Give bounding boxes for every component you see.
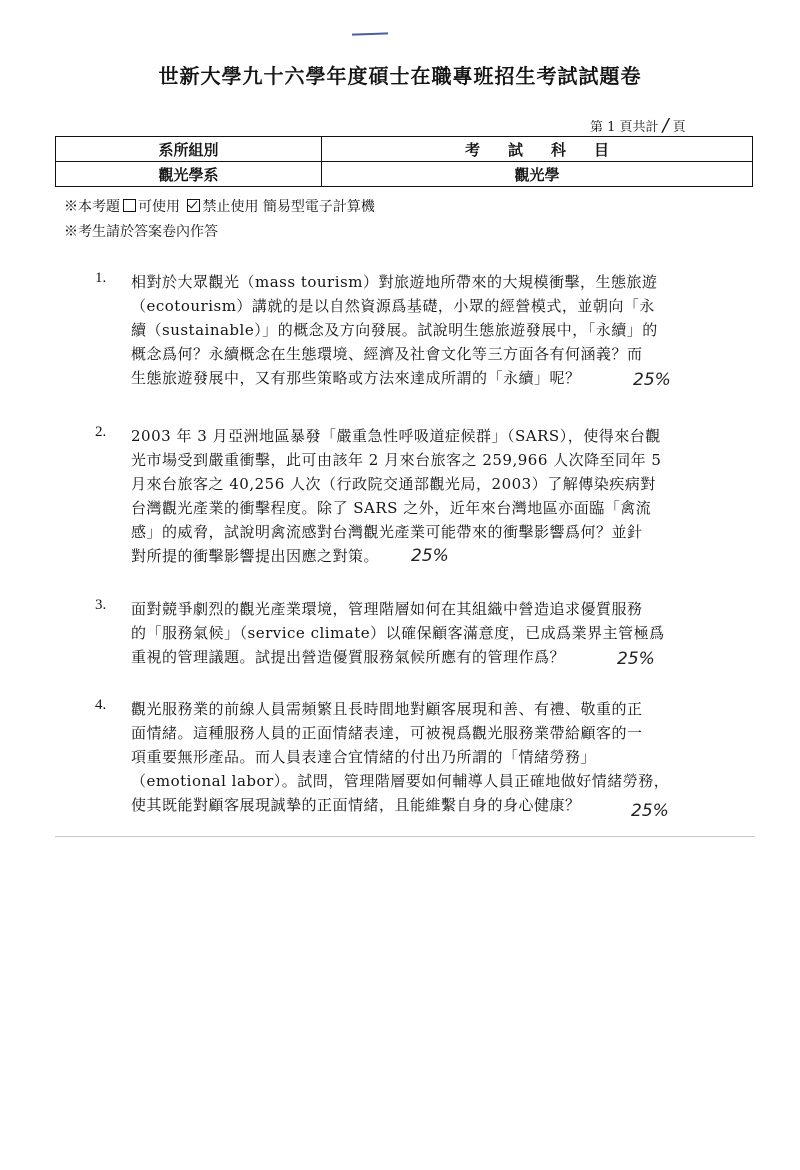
question-line: 2003 年 3 月亞洲地區暴發「嚴重急性呼吸道症候群」（SARS），使得來台觀 — [131, 427, 661, 445]
page-suffix: 頁 — [672, 120, 686, 135]
bottom-divider — [55, 836, 755, 837]
question-line: 月來台旅客之 40,256 人次（行政院交通部觀光局，2003）了解傳染疾病對 — [131, 475, 656, 493]
score-handwritten: 25% — [617, 649, 655, 669]
allowed-label: 可使用 — [138, 199, 180, 215]
exam-info-table — [55, 136, 753, 187]
answer-note: ※考生請於答案卷內作答 — [64, 224, 218, 240]
page-prefix: 第 1 頁共計 — [590, 120, 659, 135]
calculator-note — [64, 196, 375, 216]
score-handwritten: 25% — [633, 370, 671, 390]
question-number: 1. — [95, 270, 107, 286]
question-line: 面情緒。這種服務人員的正面情緒表達，可被視爲觀光服務業帶給顧客的一 — [131, 724, 643, 742]
question-line: 面對競爭劇烈的觀光產業環境，管理階層如何在其組織中營造追求優質服務 — [131, 600, 643, 618]
question-number: 3. — [95, 597, 107, 613]
question-line: 感」的威脅，試說明禽流感對台灣觀光產業可能帶來的衝擊影響爲何？並針 — [131, 523, 643, 541]
exam-title: 世新大學九十六學年度碩士在職專班招生考試試題卷 — [158, 64, 642, 88]
score-handwritten: 25% — [411, 546, 449, 566]
question-line: 台灣觀光產業的衝擊程度。除了 SARS 之外，近年來台灣地區亦面臨「禽流 — [131, 499, 652, 517]
forbidden-checkbox — [187, 199, 200, 212]
question-line: 生態旅遊發展中，又有那些策略或方法來達成所謂的「永續」呢？ — [131, 369, 581, 387]
question-line: 相對於大眾觀光（mass tourism）對旅遊地所帶來的大規模衝擊，生態旅遊 — [131, 273, 658, 291]
department-value: 觀光學系 — [56, 162, 322, 187]
calc-note-prefix: ※本考題 — [64, 199, 120, 215]
department-header: 系所組別 — [56, 137, 322, 162]
question-number: 4. — [95, 697, 107, 713]
page-total-handwritten: / — [662, 115, 669, 136]
question-line: 概念爲何？永續概念在生態環境、經濟及社會文化等三方面各有何涵義？而 — [131, 345, 643, 363]
subject-header: 考試科目 — [322, 137, 753, 162]
question-line: 對所提的衝擊影響提出因應之對策。 — [131, 547, 380, 565]
question-line: 觀光服務業的前線人員需頻繁且長時間地對顧客展現和善、有禮、敬重的正 — [131, 700, 643, 718]
allowed-checkbox — [123, 199, 136, 212]
page-indicator — [590, 115, 760, 136]
score-handwritten: 25% — [631, 801, 669, 821]
question-line: 項重要無形產品。而人員表達合宜情緒的付出乃所謂的「情緒勞務」 — [131, 748, 597, 766]
question-line: （ecotourism）講就的是以自然資源爲基礎，小眾的經營模式，並朝向「永 — [131, 297, 655, 315]
forbidden-label: 禁止使用 — [202, 199, 259, 215]
question-number: 2. — [95, 424, 107, 440]
question-line: 重視的管理議題。試提出營造優質服務氣候所應有的管理作爲？ — [131, 648, 566, 666]
question-line: 的「服務氣候」（service climate）以確保顧客滿意度，已成爲業界主管極爲 — [131, 624, 665, 642]
question-line: （emotional labor）。試問，管理階層要如何輔導人員正確地做好情緒勞務， — [131, 772, 670, 790]
question-line: 光市場受到嚴重衝擊，此可由該年 2 月來台旅客之 259,966 人次降至同年 5 — [131, 451, 662, 469]
question-line: 使其既能對顧客展現誠摯的正面情緒，且能維繫自身的身心健康？ — [131, 796, 581, 814]
subject-value: 觀光學 — [322, 162, 753, 187]
calculator-type: 簡易型電子計算機 — [262, 199, 375, 215]
pen-mark — [352, 32, 388, 35]
question-line: 續（sustainable）」的概念及方向發展。試說明生態旅遊發展中，「永續」的 — [131, 321, 658, 339]
